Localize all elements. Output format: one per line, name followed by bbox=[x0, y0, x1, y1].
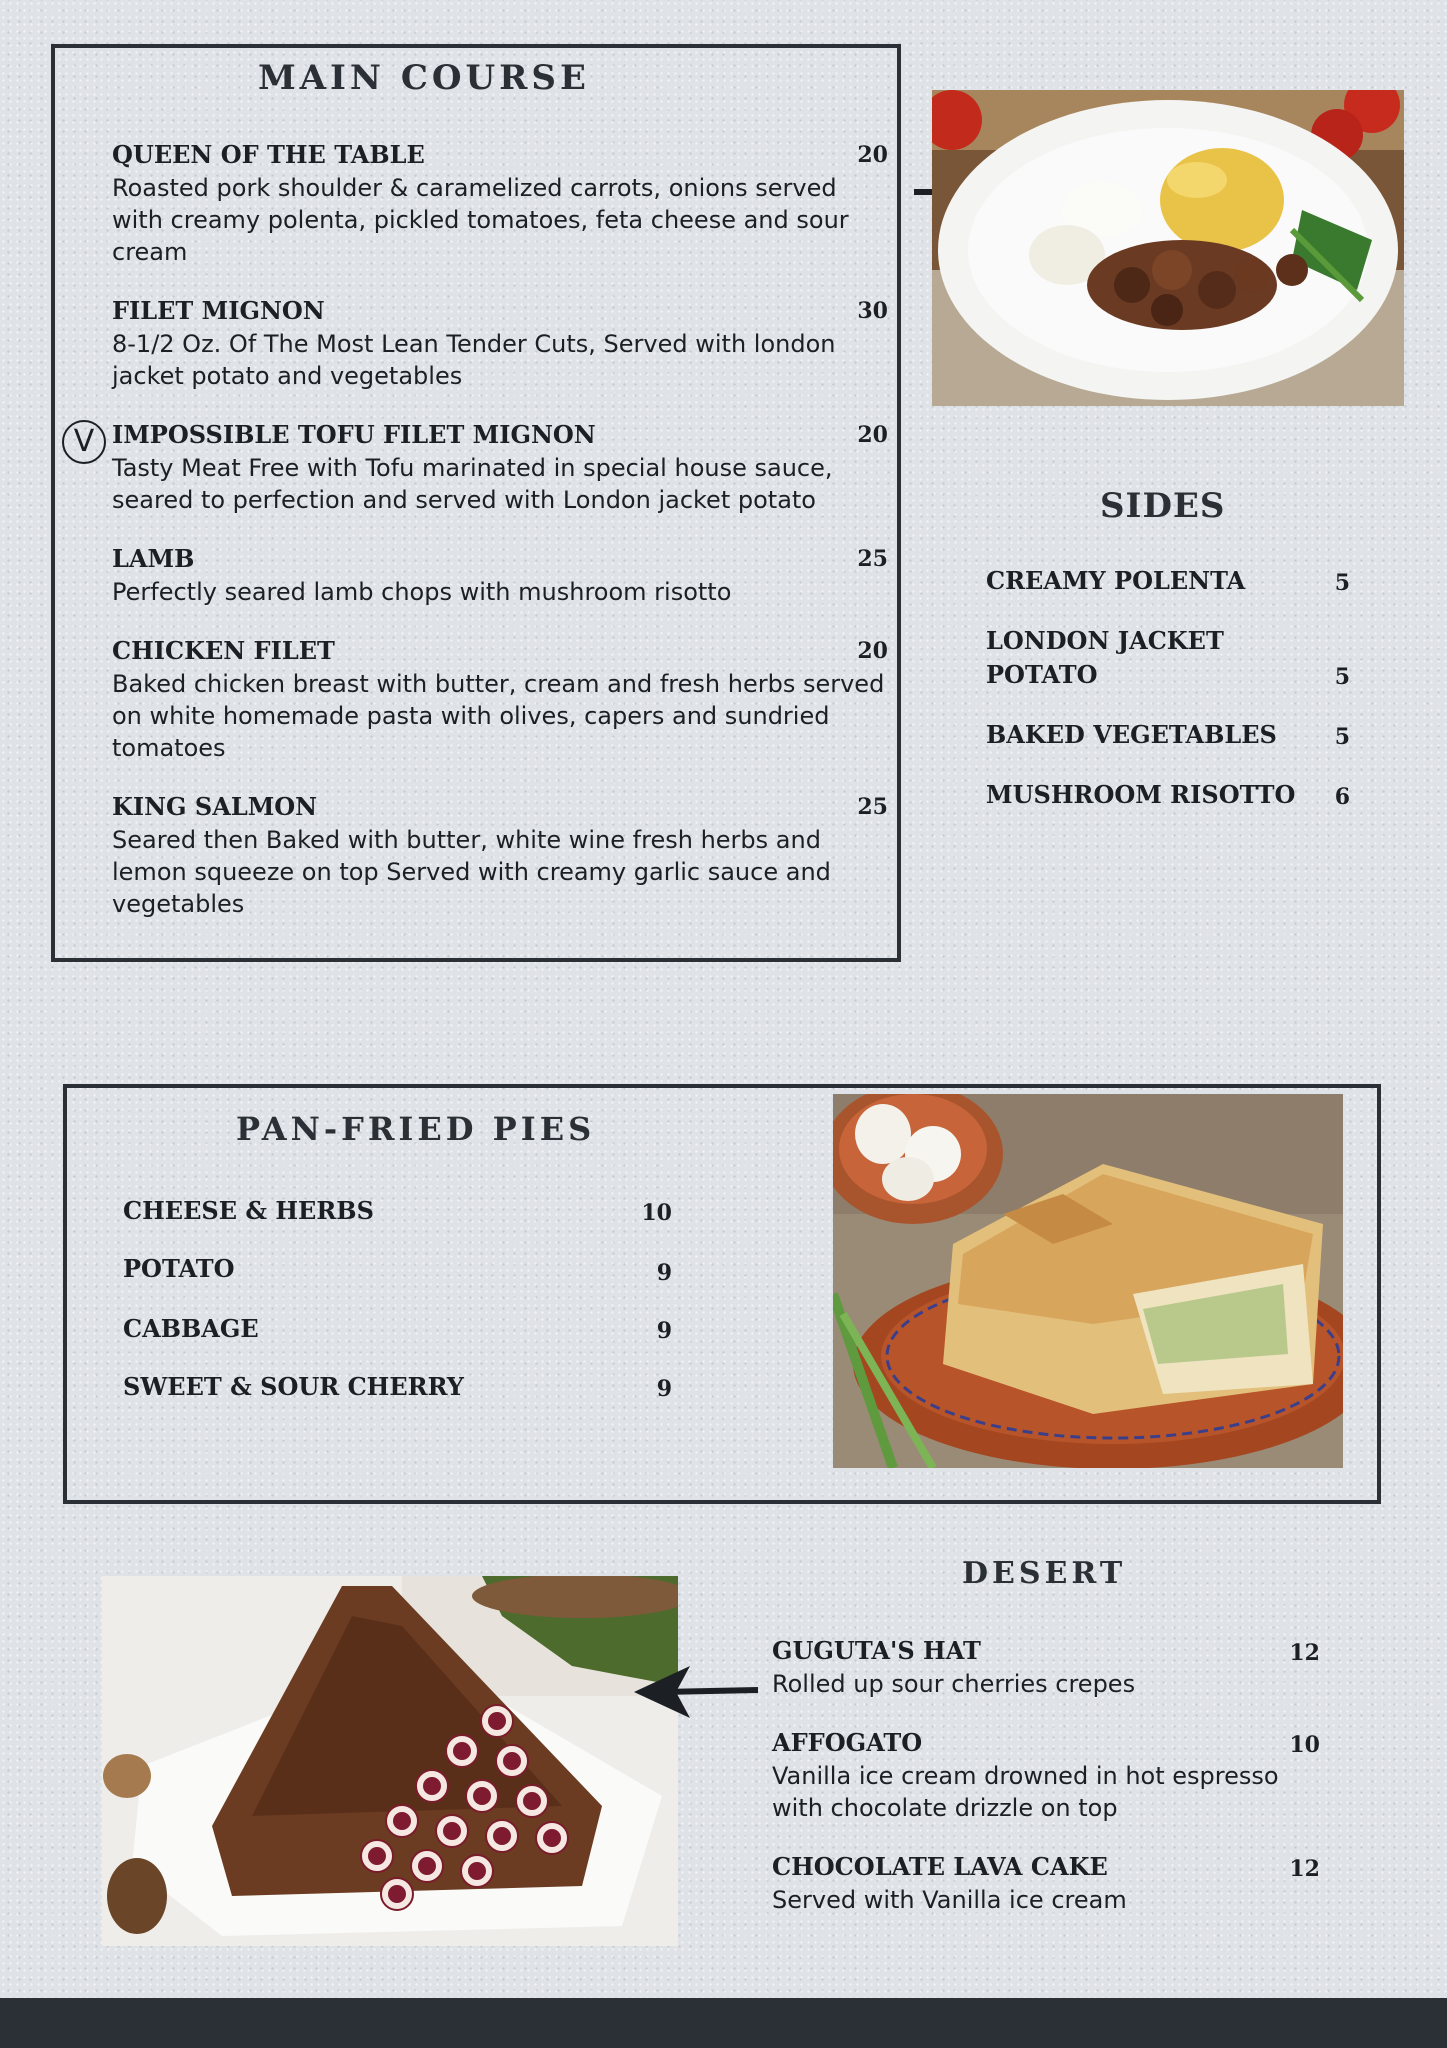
pie-item-name: SWEET & SOUR CHERRY bbox=[123, 1372, 464, 1401]
side-item-price: 6 bbox=[1334, 784, 1350, 810]
dessert-item-price: 10 bbox=[1289, 1732, 1320, 1758]
side-item-name: MUSHROOM RISOTTO bbox=[986, 780, 1296, 809]
footer-bar bbox=[0, 1998, 1447, 2048]
side-item-name: BAKED VEGETABLES bbox=[986, 720, 1277, 749]
pie-item-name: CHEESE & HERBS bbox=[123, 1196, 374, 1225]
menu-item-name: FILET MIGNON bbox=[112, 296, 325, 325]
vegetarian-badge-icon: V bbox=[62, 420, 106, 464]
side-item-price: 5 bbox=[1334, 664, 1350, 690]
menu-item-name: QUEEN OF THE TABLE bbox=[112, 140, 425, 169]
menu-item-description: Baked chicken breast with butter, cream and fresh herbs served on white homemade pasta with olives, capers and sundried tomatoes bbox=[112, 670, 885, 762]
menu-item-name: KING SALMON bbox=[112, 792, 318, 821]
gugutas-hat-photo bbox=[102, 1576, 678, 1946]
menu-item-description: Perfectly seared lamb chops with mushroom risotto bbox=[112, 578, 732, 606]
main-course-title: MAIN COURSE bbox=[258, 58, 590, 98]
pie-item-price: 9 bbox=[656, 1318, 672, 1344]
pie-item-price: 9 bbox=[656, 1376, 672, 1402]
arrow-icon bbox=[632, 1660, 760, 1724]
menu-item-description: 8-1/2 Oz. Of The Most Lean Tender Cuts, Served with london jacket potato and vegetables bbox=[112, 330, 836, 390]
dessert-item-description: Vanilla ice cream drowned in hot espresso with chocolate drizzle on top bbox=[772, 1762, 1279, 1822]
dessert-item-name: GUGUTA'S HAT bbox=[772, 1636, 981, 1665]
dessert-item-price: 12 bbox=[1289, 1856, 1320, 1882]
menu-item-price: 20 bbox=[857, 142, 888, 168]
menu-item-price: 25 bbox=[857, 546, 888, 572]
menu-item-price: 20 bbox=[857, 422, 888, 448]
pie-item-name: CABBAGE bbox=[123, 1314, 259, 1343]
dessert-item-price: 12 bbox=[1289, 1640, 1320, 1666]
pan-fried-pies-photo bbox=[833, 1094, 1343, 1468]
sides-title: SIDES bbox=[1100, 486, 1226, 526]
dessert-item-description: Rolled up sour cherries crepes bbox=[772, 1670, 1136, 1698]
menu-item-price: 25 bbox=[857, 794, 888, 820]
menu-item-price: 20 bbox=[857, 638, 888, 664]
menu-item-price: 30 bbox=[857, 298, 888, 324]
menu-item-description: Roasted pork shoulder & caramelized carrots, onions served with creamy polenta, pickled tomatoes, feta cheese and sour cream bbox=[112, 174, 849, 266]
dessert-item-name: CHOCOLATE LAVA CAKE bbox=[772, 1852, 1108, 1881]
side-item-name: LONDON JACKET POTATO bbox=[986, 626, 1224, 689]
menu-item-description: Tasty Meat Free with Tofu marinated in special house sauce, seared to perfection and served with London jacket potato bbox=[112, 454, 833, 514]
side-item-price: 5 bbox=[1334, 570, 1350, 596]
queen-of-the-table-photo bbox=[932, 90, 1404, 406]
desert-title: DESERT bbox=[962, 1556, 1127, 1591]
side-item-name: CREAMY POLENTA bbox=[986, 566, 1246, 595]
side-item-price: 5 bbox=[1334, 724, 1350, 750]
pies-title: PAN-FRIED PIES bbox=[236, 1110, 596, 1148]
pie-item-price: 9 bbox=[656, 1260, 672, 1286]
menu-item-description: Seared then Baked with butter, white wine fresh herbs and lemon squeeze on top Served with creamy garlic sauce and vegetables bbox=[112, 826, 831, 918]
dessert-item-name: AFFOGATO bbox=[772, 1728, 923, 1757]
dessert-item-description: Served with Vanilla ice cream bbox=[772, 1886, 1127, 1914]
menu-item-name: LAMB bbox=[112, 544, 195, 573]
pie-item-name: POTATO bbox=[123, 1254, 235, 1283]
pie-item-price: 10 bbox=[641, 1200, 672, 1226]
menu-item-name: IMPOSSIBLE TOFU FILET MIGNON bbox=[112, 420, 596, 449]
menu-item-name: CHICKEN FILET bbox=[112, 636, 335, 665]
